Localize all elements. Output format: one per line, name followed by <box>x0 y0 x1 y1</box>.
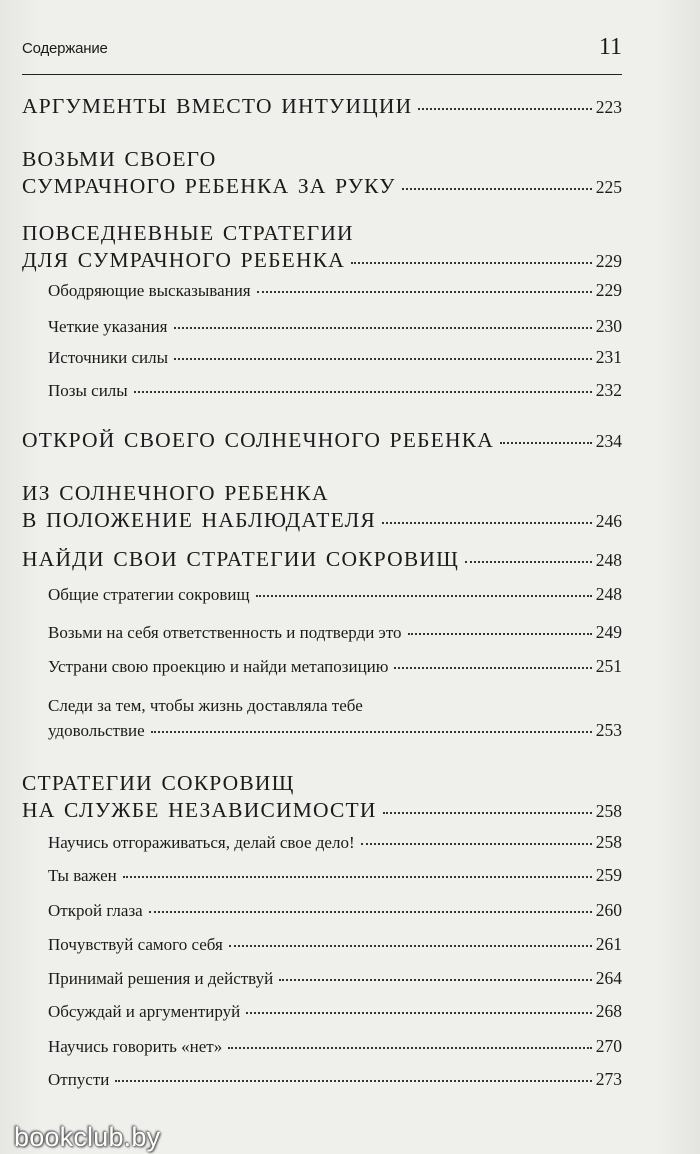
toc-page-number: 230 <box>595 316 622 336</box>
toc-section-entry <box>22 898 622 923</box>
toc-entry-title: ДЛЯ СУМРАЧНОГО РЕБЕНКА <box>22 248 346 272</box>
toc-entry-title: ОТКРОЙ СВОЕГО СОЛНЕЧНОГО РЕБЕНКА <box>22 428 495 452</box>
toc-entry-title: Ты важен <box>48 866 117 885</box>
dot-leader <box>418 107 591 110</box>
dot-leader <box>228 1046 592 1049</box>
toc-entry-title: ВОЗЬМИ СВОЕГО <box>22 147 217 171</box>
dot-leader <box>500 441 592 444</box>
toc-entry-title: Устрани свою проекцию и найди метапозицию <box>48 657 389 676</box>
toc-page-number: 258 <box>595 832 622 852</box>
toc-page-number: 260 <box>595 900 622 920</box>
toc-page-number: 249 <box>595 622 622 642</box>
toc-section-entry <box>22 693 622 743</box>
toc-entry-title: В ПОЛОЖЕНИЕ НАБЛЮДАТЕЛЯ <box>22 508 376 532</box>
toc-section-entry <box>22 863 622 888</box>
toc-chapter-entry <box>22 220 622 275</box>
toc-page-number: 248 <box>595 550 622 570</box>
dot-leader <box>115 1079 591 1082</box>
toc-entry-title: Возьми на себя ответственность и подтверди это <box>48 623 402 642</box>
toc-chapter-entry <box>22 770 622 825</box>
dot-leader <box>402 187 592 190</box>
toc-chapter-entry <box>22 93 622 121</box>
toc-entry-title: удовольствие <box>48 721 145 740</box>
dot-leader <box>151 730 592 733</box>
toc-entry-title: Научись говорить «нет» <box>48 1037 223 1056</box>
toc-section-entry <box>22 314 622 339</box>
toc-entry-title: Открой глаза <box>48 901 143 920</box>
toc-entry-title: Почувствуй самого себя <box>48 935 223 954</box>
toc-page-number: 225 <box>595 177 622 197</box>
toc-page-number: 264 <box>595 968 622 988</box>
toc-section-entry <box>22 932 622 957</box>
toc-chapter-entry <box>22 480 622 535</box>
header-rule <box>22 74 622 75</box>
toc-chapter-entry <box>22 146 622 201</box>
dot-leader <box>123 875 592 878</box>
toc-page-number: 253 <box>595 720 622 740</box>
toc-entry-title: ИЗ СОЛНЕЧНОГО РЕБЕНКА <box>22 481 329 505</box>
dot-leader <box>229 944 592 947</box>
toc-section-entry <box>22 582 622 607</box>
toc-section-entry <box>22 966 622 991</box>
toc-section-entry <box>22 278 622 303</box>
toc-entry-title: Позы силы <box>48 381 128 400</box>
dot-leader <box>394 666 591 669</box>
dot-leader <box>382 521 592 524</box>
toc-section-entry <box>22 345 622 370</box>
toc-page-number: 231 <box>595 347 622 367</box>
toc-entry-title: Общие стратегии сокровищ <box>48 585 250 604</box>
dot-leader <box>149 910 592 913</box>
toc-entry-title: НАЙДИ СВОИ СТРАТЕГИИ СОКРОВИЩ <box>22 547 460 571</box>
toc-chapter-entry <box>22 546 622 574</box>
toc-page-number: 270 <box>595 1036 622 1056</box>
dot-leader <box>383 811 592 814</box>
toc-page-number: 234 <box>595 431 622 451</box>
toc-section-entry <box>22 1034 622 1059</box>
dot-leader <box>246 1011 591 1014</box>
dot-leader <box>279 978 592 981</box>
toc-page-number: 229 <box>595 251 622 271</box>
toc-entry-title: Четкие указания <box>48 317 168 336</box>
toc-chapter-entry <box>22 427 622 455</box>
dot-leader <box>408 632 592 635</box>
dot-leader <box>465 560 592 563</box>
dot-leader <box>174 326 592 329</box>
toc-page-number: 248 <box>595 584 622 604</box>
toc-page-number: 261 <box>595 934 622 954</box>
toc-section-entry <box>22 620 622 645</box>
watermark-text: bookclub.by <box>14 1122 161 1152</box>
toc-entry-title: Отпусти <box>48 1070 110 1089</box>
toc-entry-title: СТРАТЕГИИ СОКРОВИЩ <box>22 771 295 795</box>
dot-leader <box>256 594 592 597</box>
toc-section-entry <box>22 378 622 403</box>
toc-entry-title: АРГУМЕНТЫ ВМЕСТО ИНТУИЦИИ <box>22 94 413 118</box>
toc-page-number: 229 <box>595 280 622 300</box>
toc-section-entry <box>22 1067 622 1092</box>
toc-page-number: 232 <box>595 380 622 400</box>
toc-page-number: 259 <box>595 865 622 885</box>
toc-page-number: 273 <box>595 1069 622 1089</box>
dot-leader <box>174 357 592 360</box>
toc-entry-title: СУМРАЧНОГО РЕБЕНКА ЗА РУКУ <box>22 174 396 198</box>
toc-entry-title: Принимай решения и действуй <box>48 969 274 988</box>
toc-entry-title: Обсуждай и аргументируй <box>48 1002 241 1021</box>
page-number: 11 <box>598 34 622 60</box>
toc-entry-title: Следи за тем, чтобы жизнь доставляла тебе <box>48 696 363 715</box>
toc-entry-title: НА СЛУЖБЕ НЕЗАВИСИМОСТИ <box>22 798 377 822</box>
toc-section-entry <box>22 999 622 1024</box>
toc-page-number: 246 <box>595 511 622 531</box>
toc-entry-title: Источники силы <box>48 348 168 367</box>
toc-page-number: 223 <box>595 97 622 117</box>
dot-leader <box>351 261 592 264</box>
toc-entry-title: Ободряющие высказывания <box>48 281 251 300</box>
toc-entry-title: ПОВСЕДНЕВНЫЕ СТРАТЕГИИ <box>22 221 354 245</box>
toc-page-number: 258 <box>595 801 622 821</box>
toc-page-number: 268 <box>595 1001 622 1021</box>
running-title: Содержание <box>22 40 108 57</box>
dot-leader <box>134 390 592 393</box>
toc-page-number: 251 <box>595 656 622 676</box>
toc-section-entry <box>22 654 622 679</box>
dot-leader <box>257 290 592 293</box>
toc-entry-title: Научись отгораживаться, делай свое дело! <box>48 833 355 852</box>
toc-section-entry <box>22 830 622 855</box>
dot-leader <box>361 842 592 845</box>
